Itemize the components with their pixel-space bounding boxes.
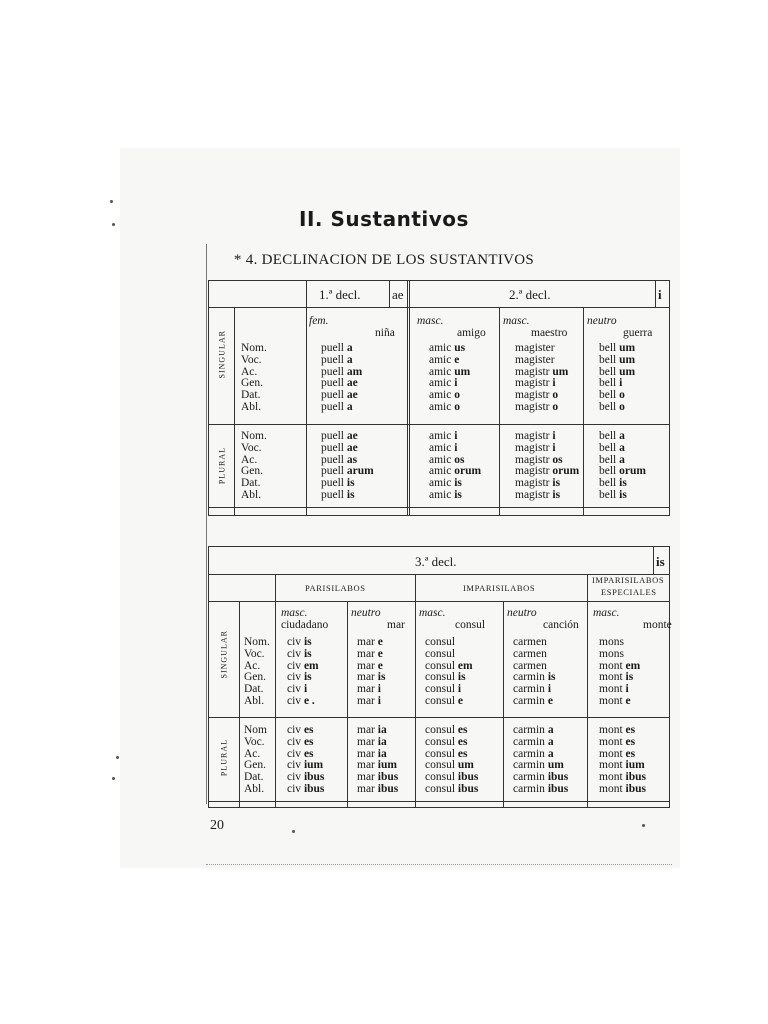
case-name: Voc. (244, 647, 265, 660)
case-name: Abl. (241, 400, 262, 413)
meaning-label: monte (643, 619, 672, 631)
noun-form: consul es (425, 724, 468, 736)
noun-form: amic o (429, 400, 460, 413)
form-column-sg (599, 343, 635, 414)
noun-form: mont ibus (599, 782, 646, 795)
noun-form: magistr os (515, 453, 563, 466)
noun-form: carmin a (513, 747, 554, 760)
noun-form: magistr um (515, 365, 569, 378)
group-parisilabos: PARISILABOS (305, 583, 366, 593)
form-column-pl (321, 431, 374, 502)
noun-form: amic is (429, 477, 462, 490)
case-name: Gen. (241, 465, 264, 478)
noun-form: amic is (429, 488, 462, 501)
gender-label: neutro (351, 607, 381, 619)
case-name: Abl. (244, 694, 265, 707)
noun-form: mar ibus (357, 782, 399, 795)
noun-form: magistr is (515, 488, 561, 501)
noun-form: amic i (429, 377, 458, 390)
case-names-plural (241, 431, 267, 502)
noun-form: puell arum (321, 465, 374, 478)
margin-rule (206, 244, 207, 804)
form-column-pl (513, 725, 568, 796)
noun-form: puell ae (321, 441, 358, 454)
noun-form: civ ibus (287, 782, 325, 795)
case-name: Gen. (244, 759, 267, 772)
form-column-sg (515, 343, 568, 414)
noun-form: bell o (599, 389, 625, 402)
noun-form: amic i (429, 441, 458, 454)
noun-form: mont ibus (599, 771, 646, 784)
noun-form: mar is (357, 671, 386, 684)
form-column-sg (513, 637, 555, 708)
case-name: Ac. (244, 659, 261, 672)
noun-form: bell orum (599, 465, 646, 478)
noun-form: consul (425, 636, 456, 648)
case-name: Ac. (244, 747, 261, 760)
noun-form: magister (515, 353, 555, 366)
case-name: Dat. (244, 771, 264, 784)
noun-form: carmin a (513, 735, 554, 748)
meaning-label: niña (375, 327, 395, 339)
noun-form: amic i (429, 430, 458, 442)
noun-form: amic o (429, 389, 460, 402)
scan-speck (642, 824, 645, 827)
gender-label: masc. (281, 607, 308, 619)
gender-label: masc. (419, 607, 446, 619)
meaning-label: ciudadano (281, 619, 329, 631)
case-names-plural (244, 725, 267, 796)
scan-speck (292, 830, 295, 833)
noun-form: puell is (321, 488, 355, 501)
form-column-sg (425, 637, 473, 708)
noun-form: amic us (429, 342, 466, 354)
noun-form: magistr o (515, 400, 559, 413)
decl3-ending: is (656, 554, 665, 569)
decl2-header: 2.ª decl. (509, 287, 551, 302)
noun-form: civ em (287, 659, 319, 672)
gender-label: neutro (507, 607, 537, 619)
meaning-label: canción (543, 619, 579, 631)
noun-form: civ ium (287, 759, 324, 772)
case-name: Voc. (241, 353, 262, 366)
noun-form: carmen (513, 659, 547, 672)
noun-form: puell a (321, 353, 353, 366)
noun-form: consul ibus (425, 771, 479, 784)
noun-form: puell ae (321, 430, 358, 442)
noun-form: magistr i (515, 430, 556, 442)
noun-form: magistr i (515, 441, 556, 454)
group-imparisilabos: IMPARISILABOS (463, 583, 536, 593)
gender-label: masc. (593, 607, 620, 619)
noun-form: mont is (599, 671, 634, 684)
noun-form: puell is (321, 477, 355, 490)
group-especiales-1: IMPARISILABOS (592, 575, 665, 585)
noun-form: mar ium (357, 759, 397, 772)
noun-form: mont i (599, 683, 629, 696)
noun-form: consul es (425, 735, 468, 748)
noun-form: civ is (287, 671, 312, 684)
case-name: Ac. (241, 365, 258, 378)
noun-form: carmin i (513, 683, 552, 696)
noun-form: magister (515, 342, 555, 354)
form-column-sg (599, 637, 640, 708)
noun-form: magistr i (515, 377, 556, 390)
singular-label: SINGULAR (217, 330, 227, 379)
form-column-sg (357, 637, 385, 708)
noun-form: carmen (513, 647, 547, 660)
noun-form: bell a (599, 441, 625, 454)
noun-form: bell um (599, 365, 636, 378)
noun-form: carmin is (513, 671, 556, 684)
noun-form: bell is (599, 488, 627, 501)
noun-form: puell ae (321, 389, 358, 402)
meaning-label: guerra (623, 327, 653, 339)
case-name: Voc. (244, 735, 265, 748)
case-name: Nom (244, 724, 267, 736)
scan-speck (112, 223, 115, 226)
form-column-pl (515, 431, 579, 502)
noun-form: consul i (425, 683, 462, 696)
case-name: Dat. (244, 683, 264, 696)
meaning-label: maestro (531, 327, 568, 339)
scan-speck (110, 200, 113, 203)
noun-form: carmin um (513, 759, 564, 772)
noun-form: consul ibus (425, 782, 479, 795)
noun-form: consul um (425, 759, 474, 772)
scan-speck (112, 777, 115, 780)
noun-form: mont em (599, 659, 641, 672)
decl2-ending: i (658, 287, 662, 302)
case-name: Voc. (241, 441, 262, 454)
case-name: Dat. (241, 389, 261, 402)
noun-form: mar ia (357, 735, 387, 748)
noun-form: mar e (357, 647, 383, 660)
plural-label: PLURAL (217, 446, 227, 485)
noun-form: consul is (425, 671, 466, 684)
gender-label: fem. (309, 315, 329, 327)
noun-form: carmin a (513, 724, 554, 736)
case-name: Nom. (241, 430, 267, 442)
case-name: Gen. (244, 671, 267, 684)
case-name: Dat. (241, 477, 261, 490)
form-column-pl (287, 725, 324, 796)
section-subtitle: * 4. DECLINACION DE LOS SUSTANTIVOS (233, 252, 535, 268)
noun-form: magistr is (515, 477, 561, 490)
noun-form: bell a (599, 453, 625, 466)
gender-label: masc. (503, 315, 530, 327)
noun-form: consul em (425, 659, 473, 672)
noun-form: amic e (429, 353, 460, 366)
form-column-pl (599, 431, 646, 502)
page-number: 20 (210, 818, 224, 833)
noun-form: mons (599, 636, 624, 648)
form-column-pl (429, 431, 481, 502)
noun-form: mont e (599, 694, 631, 707)
meaning-label: consul (455, 619, 486, 631)
noun-form: civ e . (287, 694, 315, 707)
noun-form: mont es (599, 747, 636, 760)
noun-form: mar i (357, 683, 381, 696)
noun-form: carmin ibus (513, 782, 569, 795)
gender-label: masc. (417, 315, 444, 327)
singular-label: SINGULAR (219, 630, 229, 679)
declension-table-3 (208, 546, 670, 808)
decl3-header: 3.ª decl. (415, 554, 457, 569)
noun-form: civ es (287, 735, 314, 748)
noun-form: civ es (287, 724, 314, 736)
noun-form: magistr orum (515, 465, 580, 478)
noun-form: amic os (429, 453, 465, 466)
declension-table-1-2 (208, 280, 670, 516)
noun-form: bell i (599, 377, 623, 390)
form-column-sg (429, 343, 470, 414)
noun-form: carmin e (513, 694, 553, 707)
noun-form: puell a (321, 342, 353, 354)
case-name: Nom. (244, 636, 270, 648)
decl1-header: 1.ª decl. (319, 287, 361, 302)
noun-form: bell o (599, 400, 625, 413)
noun-form: mar e (357, 659, 383, 672)
case-name: Nom. (241, 342, 267, 354)
group-especiales-2: ESPECIALES (601, 587, 657, 597)
noun-form: consul e (425, 694, 464, 707)
case-name: Abl. (244, 782, 265, 795)
noun-form: civ is (287, 636, 312, 648)
form-column-pl (599, 725, 646, 796)
noun-form: amic orum (429, 465, 482, 478)
noun-form: mont es (599, 724, 636, 736)
noun-form: carmin ibus (513, 771, 569, 784)
noun-form: civ is (287, 647, 312, 660)
form-column-sg (287, 637, 319, 708)
case-name: Abl. (241, 488, 262, 501)
case-name: Ac. (241, 453, 258, 466)
noun-form: amic um (429, 365, 471, 378)
noun-form: puell ae (321, 377, 358, 390)
noun-form: civ es (287, 747, 314, 760)
noun-form: mont es (599, 735, 636, 748)
scan-speck (116, 756, 119, 759)
case-names-singular (244, 637, 270, 708)
meaning-label: amigo (457, 327, 486, 339)
form-column-pl (357, 725, 398, 796)
form-column-sg (321, 343, 362, 414)
case-name: Gen. (241, 377, 264, 390)
noun-form: civ ibus (287, 771, 325, 784)
noun-form: mar ia (357, 747, 387, 760)
plural-label: PLURAL (219, 738, 229, 777)
noun-form: mar e (357, 636, 383, 648)
noun-form: puell a (321, 400, 353, 413)
noun-form: bell um (599, 342, 636, 354)
form-column-pl (425, 725, 478, 796)
case-names-singular (241, 343, 267, 414)
noun-form: mar ia (357, 724, 387, 736)
noun-form: carmen (513, 636, 547, 648)
noun-form: magistr o (515, 389, 559, 402)
noun-form: mar ibus (357, 771, 399, 784)
noun-form: puell am (321, 365, 363, 378)
noun-form: civ i (287, 683, 308, 696)
section-title: II. Sustantivos (299, 207, 469, 231)
noun-form: bell a (599, 430, 625, 442)
decl1-ending: ae (392, 287, 404, 302)
bottom-rule (206, 864, 672, 865)
noun-form: mons (599, 647, 624, 660)
noun-form: mont ium (599, 759, 645, 772)
gender-label: neutro (587, 315, 617, 327)
noun-form: puell as (321, 453, 358, 466)
noun-form: bell um (599, 353, 636, 366)
noun-form: mar i (357, 694, 381, 707)
noun-form: consul (425, 647, 456, 660)
meaning-label: mar (387, 619, 405, 631)
noun-form: consul es (425, 747, 468, 760)
noun-form: bell is (599, 477, 627, 490)
